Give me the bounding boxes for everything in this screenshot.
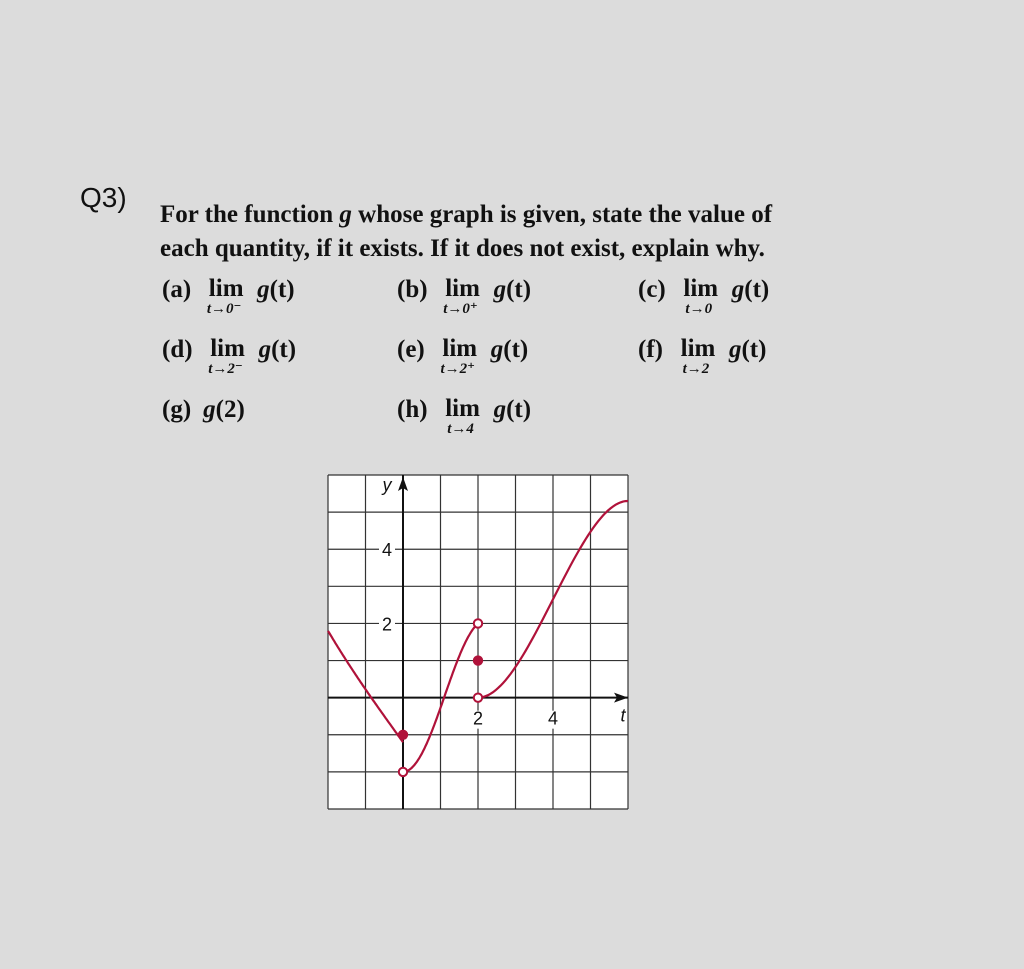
lim-word: lim — [683, 275, 719, 302]
function-argument: (t) — [506, 276, 532, 303]
lim-word: lim — [680, 335, 716, 362]
x-tick-label: 4 — [547, 708, 559, 729]
question-number: Q3) — [80, 182, 127, 213]
part-letter: (f) — [638, 336, 663, 363]
lim-word: lim — [445, 395, 480, 422]
function-argument: (t) — [741, 336, 767, 363]
function-name: g — [493, 396, 507, 423]
lim-word: lim — [208, 275, 244, 302]
y-tick-label: 4 — [381, 540, 393, 561]
function-argument: (t) — [269, 276, 295, 303]
limit-subscript: t→0⁺ — [443, 301, 478, 317]
function-name: g — [339, 201, 352, 228]
part-letter: (e) — [397, 336, 425, 363]
lim-word: lim — [445, 275, 480, 302]
function-argument: (t) — [503, 336, 529, 363]
part-letter: (d) — [162, 336, 193, 363]
prompt-text: whose graph is given, state the value of — [351, 201, 773, 228]
x-tick-label: 2 — [472, 708, 484, 729]
closed-point — [399, 731, 407, 739]
open-point — [474, 619, 482, 627]
part-letter: (b) — [397, 276, 428, 303]
limit-subscript: t→0⁻ — [206, 301, 242, 317]
closed-point — [474, 656, 482, 664]
function-name: g — [493, 276, 507, 303]
limit-subscript: t→4 — [447, 421, 474, 437]
part-letter: (h) — [397, 396, 428, 423]
function-name: g — [490, 336, 504, 363]
limit-subscript: t→2 — [682, 361, 710, 377]
function-name: g — [258, 336, 272, 363]
limit-subscript: t→0 — [685, 301, 713, 317]
x-axis-label: t — [620, 705, 626, 726]
prompt-text: For the function — [160, 201, 340, 228]
limit-subscript: t→2⁻ — [208, 361, 243, 377]
part-letter: (c) — [638, 276, 666, 303]
part-letter: (g) — [162, 396, 192, 423]
lim-word: lim — [442, 335, 478, 362]
lim-word: lim — [210, 335, 245, 362]
limit-subscript: t→2⁺ — [440, 361, 476, 377]
function-argument: (t) — [506, 396, 532, 423]
y-axis-label: y — [382, 475, 392, 495]
prompt-line-2: each quantity, if it exists. If it does not exist, explain why. — [160, 235, 765, 262]
function-argument: (t) — [271, 336, 297, 363]
y-tick-label: 2 — [381, 614, 393, 635]
function-name: g — [203, 396, 216, 423]
open-point — [474, 693, 482, 701]
part-letter: (a) — [162, 276, 192, 303]
function-argument: (2) — [215, 396, 245, 423]
function-name: g — [257, 276, 270, 303]
function-argument: (t) — [744, 276, 770, 303]
open-point — [399, 768, 407, 776]
function-name: g — [728, 336, 742, 363]
function-name: g — [731, 276, 745, 303]
